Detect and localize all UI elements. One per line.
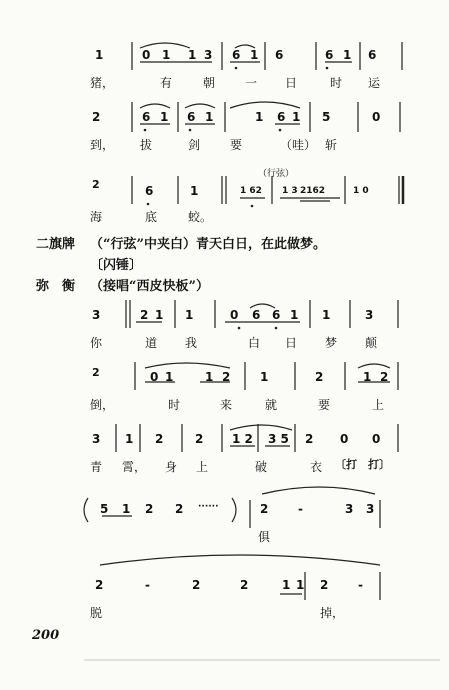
note: 1 [122, 502, 131, 516]
meter: 2 [92, 178, 100, 191]
note: 0 [372, 110, 381, 124]
note: 3 5 [268, 432, 289, 446]
note: 2 [192, 578, 201, 592]
note: 3 [204, 48, 213, 62]
note: 0 [372, 432, 381, 446]
note: 1 [205, 110, 214, 124]
note: 1 [188, 48, 197, 62]
lyric: 日 [285, 336, 298, 350]
note: 2 [92, 110, 101, 124]
lyric: 海 [90, 210, 103, 224]
note: 6 [272, 308, 281, 322]
note: 1 [292, 110, 301, 124]
lyric: 你 [90, 336, 103, 350]
note: 1 [125, 432, 134, 446]
lyric: 脱 [90, 606, 103, 620]
lyric: 时 [168, 398, 181, 412]
note: 2 [315, 370, 324, 384]
lyric: 时 [330, 76, 343, 90]
note: 1 [185, 308, 194, 322]
note: 0 [150, 370, 159, 384]
note: 2 [260, 502, 269, 516]
lyric: 颠 [365, 336, 378, 350]
note: 2162 [300, 186, 326, 196]
note: 1 3 [282, 186, 298, 196]
note: 2 [195, 432, 204, 446]
note: 1 62 [240, 186, 262, 196]
speaker-name: 弥 衡 [36, 279, 76, 294]
note: - [358, 578, 363, 592]
lyric: 俱 [258, 530, 271, 544]
note: 2 [145, 502, 154, 516]
note: 2 [305, 432, 314, 446]
note: 1 [205, 370, 214, 384]
note: - [298, 502, 303, 516]
note: 2 [380, 370, 389, 384]
annotation: （行弦） [258, 169, 295, 179]
note: 2 [95, 578, 104, 592]
page-number: 200 [32, 628, 60, 643]
lyric: 有 [160, 76, 173, 90]
lyric: 日 [285, 76, 298, 90]
note: 1 [322, 308, 331, 322]
lyric: 来 [220, 398, 233, 412]
note: - [145, 578, 150, 592]
lyric: 梦 [325, 336, 338, 350]
note: 3 [345, 502, 354, 516]
lyric: 掉， [320, 606, 345, 620]
note: 6 [277, 110, 286, 124]
lyric: 我 [185, 336, 198, 350]
note: 5 [100, 502, 109, 516]
lyric: （哇） [280, 138, 317, 152]
lyric: 就 [265, 398, 278, 412]
note: 6 [325, 48, 334, 62]
percussion-cue: 〔打 打〕 [335, 458, 390, 471]
note: 3 [365, 308, 374, 322]
note: 2 [155, 432, 164, 446]
lyric: 拔 [140, 138, 153, 152]
lyric: 运 [368, 76, 381, 90]
lyric: 要 [230, 138, 243, 152]
note: 1 [255, 110, 264, 124]
note: 6 [275, 48, 284, 62]
lyric: 一 [245, 76, 258, 90]
note: 1 [260, 370, 269, 384]
speaker-name: 二旗牌 [36, 237, 76, 252]
lyric: 蛟。 [188, 210, 213, 224]
note: 6 [252, 308, 261, 322]
lyric: 要 [318, 398, 331, 412]
note: 5 [322, 110, 331, 124]
note: 1 [160, 110, 169, 124]
note: 0 [230, 308, 239, 322]
lyric: 上 [372, 398, 385, 412]
note: 1 [162, 48, 171, 62]
stage-direction: （接唱“西皮快板”） [90, 279, 209, 294]
note: 0 [142, 48, 151, 62]
lyric: 破 [255, 460, 268, 474]
note: 1 [165, 370, 174, 384]
lyric: 倒， [90, 398, 115, 412]
lyric: 猪， [90, 76, 115, 90]
note: 1 [363, 370, 372, 384]
note: 2 [222, 370, 231, 384]
tremolo-dots: ······ [198, 502, 219, 512]
lyric: 白 [248, 336, 261, 350]
note: 6 [368, 48, 377, 62]
note: 0 [340, 432, 349, 446]
note: 1 [282, 578, 291, 592]
lyric: 身 [165, 460, 178, 474]
lyric: 朝 [203, 76, 216, 90]
note: 3 [92, 432, 101, 446]
stage-direction: 〔闪锤〕 [90, 258, 143, 273]
note: 2 [240, 578, 249, 592]
note: 2 [320, 578, 329, 592]
lyric: 斩 [325, 138, 338, 152]
lyric: 底 [145, 210, 158, 224]
note: 1 2 [232, 432, 253, 446]
meter: 2 [92, 366, 100, 379]
note: 1 [250, 48, 259, 62]
dialogue-text: （“行弦”中夹白）青天白日，在此做梦。 [90, 237, 326, 252]
note: 2 [140, 308, 149, 322]
lyric: 道 [145, 336, 158, 350]
lyric: 衣 [310, 460, 323, 474]
note: 6 [232, 48, 241, 62]
note: 3 [366, 502, 375, 516]
note: 1 [296, 578, 305, 592]
note: 6 [145, 184, 154, 198]
note: 6 [187, 110, 196, 124]
note: 1 [155, 308, 164, 322]
lyric: 青 [90, 460, 103, 474]
lyric: 到， [90, 138, 115, 152]
lyric: 剑 [188, 138, 201, 152]
note: 1 0 [353, 186, 369, 196]
note: 1 [343, 48, 352, 62]
note: 3 [92, 308, 101, 322]
lyric: 霄， [122, 460, 147, 474]
note: 1 [290, 308, 299, 322]
lyric: 上 [196, 460, 209, 474]
note: 1 [190, 184, 199, 198]
note: 2 [175, 502, 184, 516]
note: 1 [95, 48, 104, 62]
note: 6 [142, 110, 151, 124]
